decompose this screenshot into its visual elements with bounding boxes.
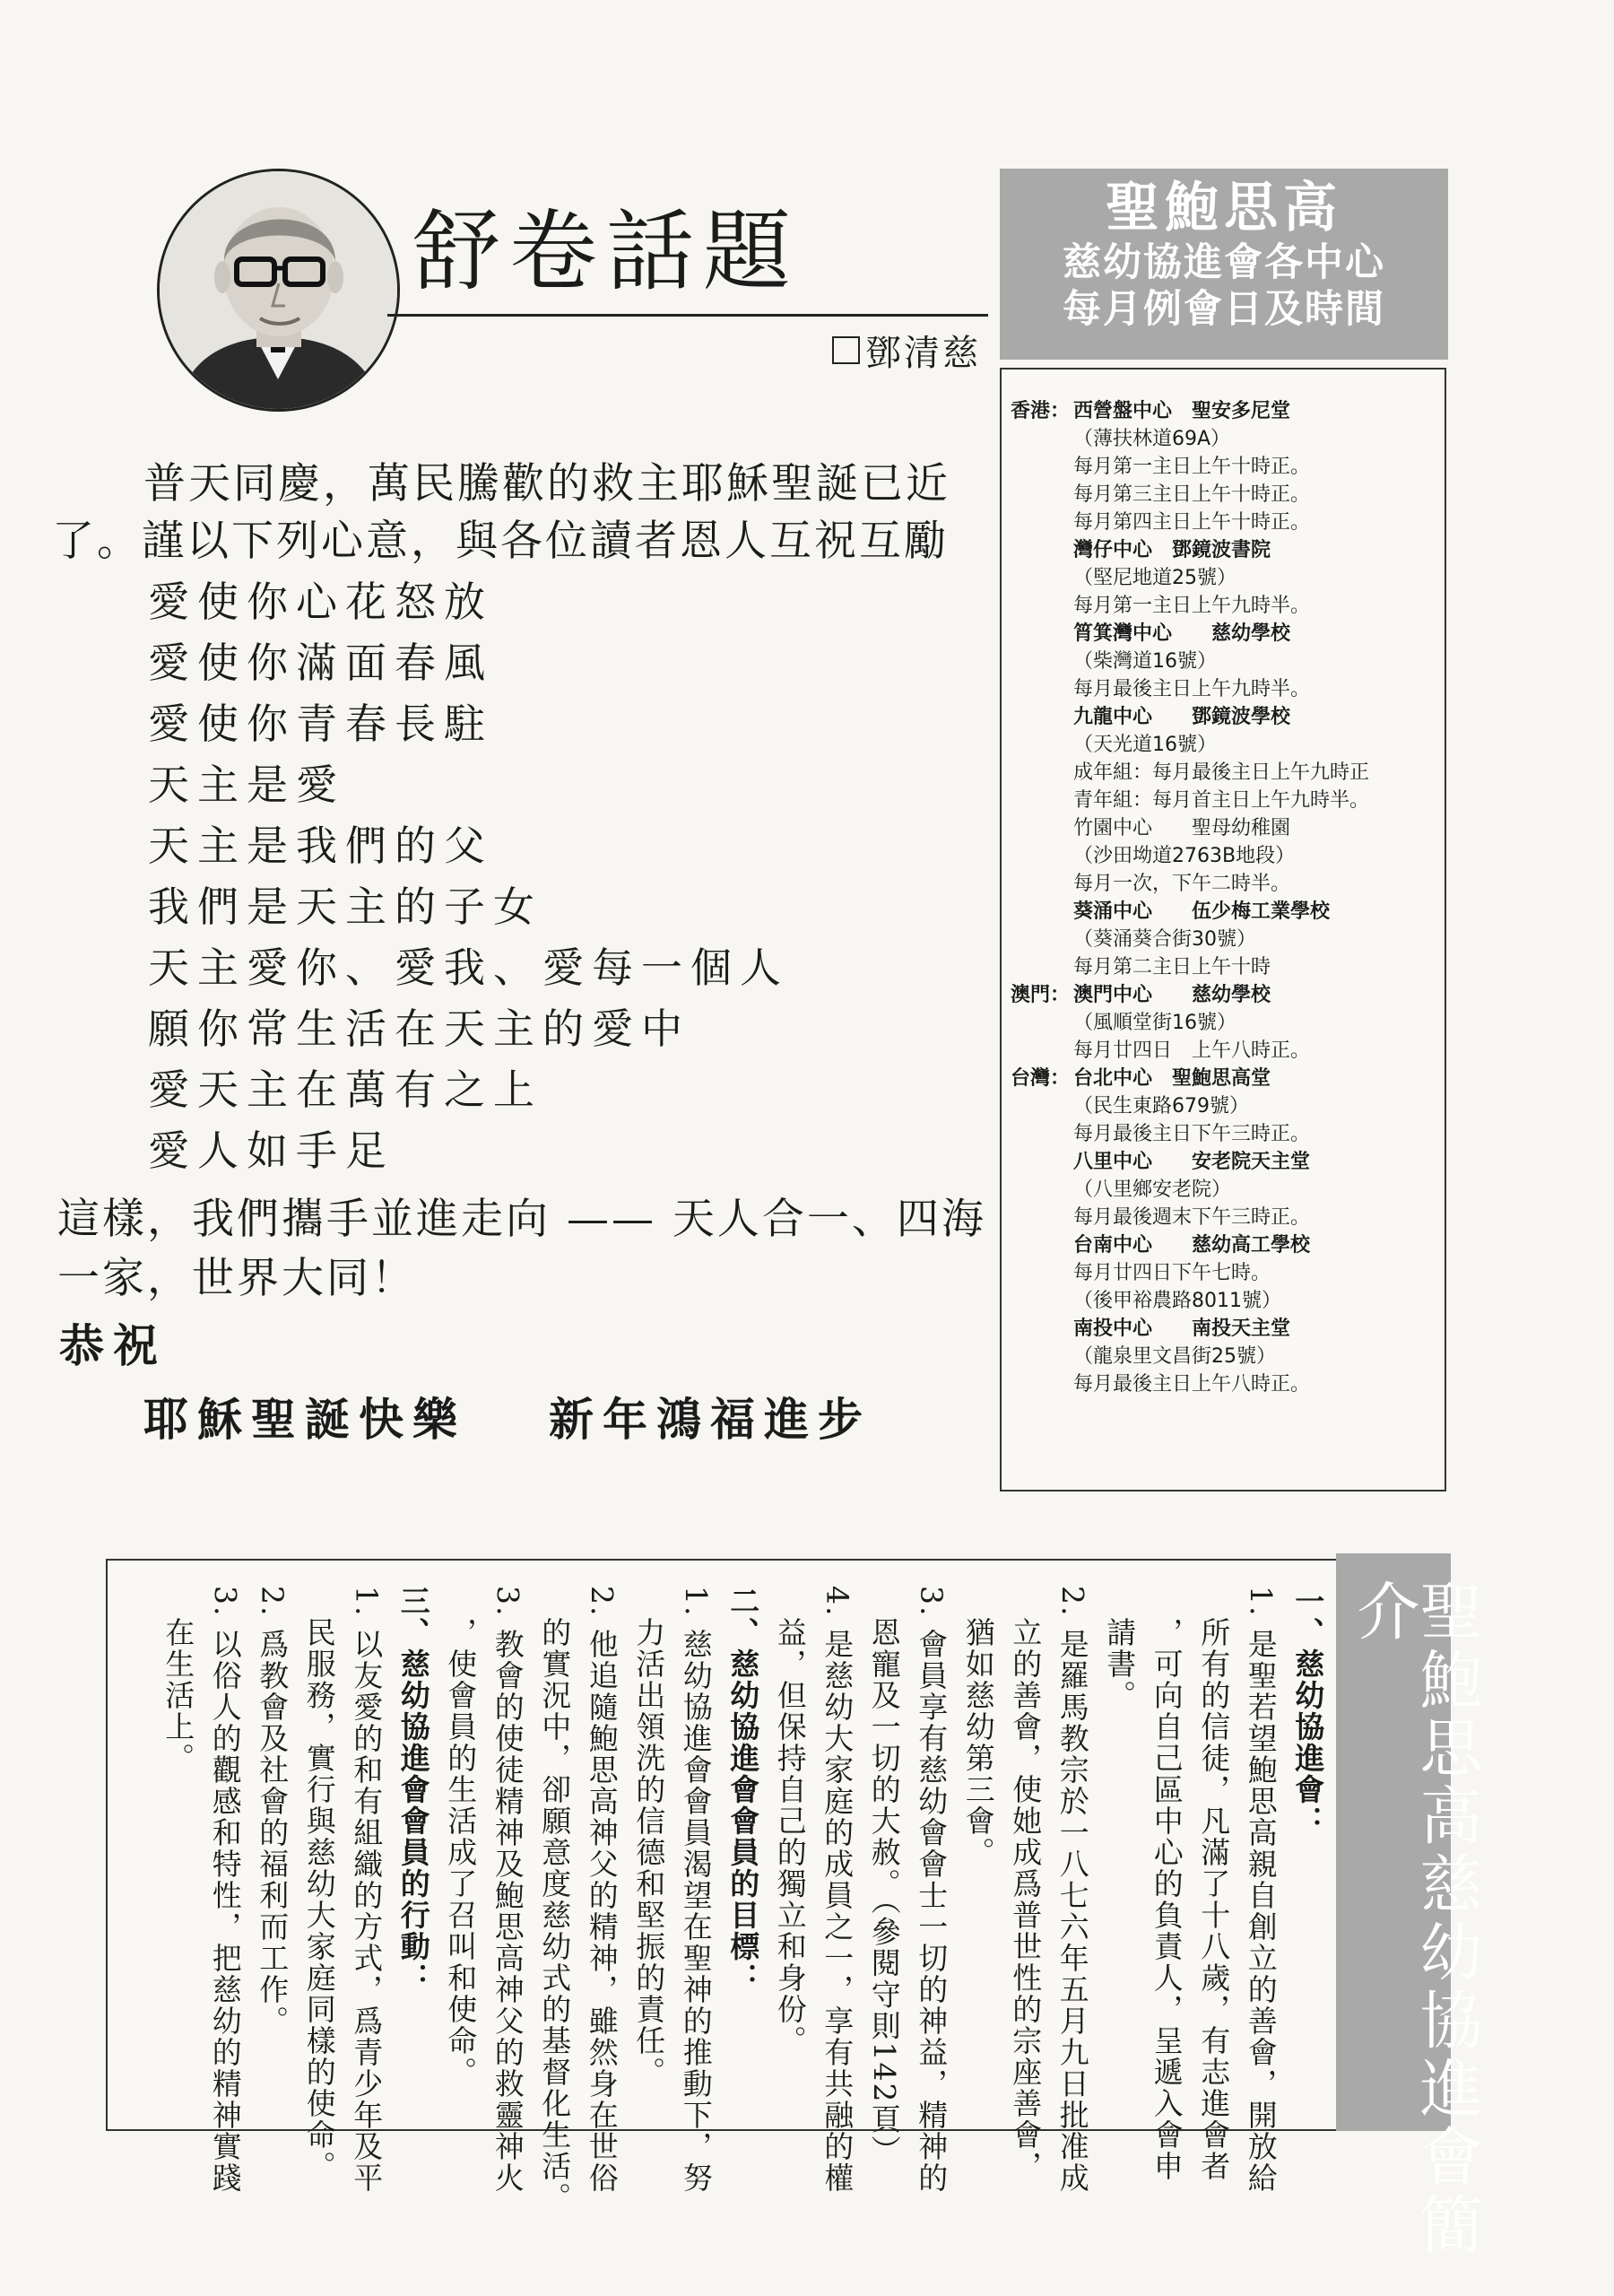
schedule-center: 台北中心 聖鮑思高堂 bbox=[1073, 1067, 1271, 1090]
schedule-detail: 每月一次，下午二時半。 bbox=[1073, 873, 1291, 895]
schedule-region: 澳門： bbox=[1010, 984, 1070, 1006]
schedule-region: 台灣： bbox=[1010, 1067, 1070, 1090]
intro-text-column: 1. 以友愛的和有組織的方式，爲青少年及平 bbox=[349, 1586, 385, 2194]
schedule-center: 灣仔中心 鄧鏡波書院 bbox=[1073, 539, 1271, 561]
schedule-detail: （民生東路679號） bbox=[1073, 1095, 1249, 1118]
schedule-detail: 每月第一主日上午九時半。 bbox=[1073, 595, 1311, 617]
schedule-center: 九龍中心 鄧鏡波學校 bbox=[1073, 706, 1291, 728]
article-outro-line-2: 一家，世界大同！ bbox=[57, 1254, 416, 1303]
schedule-detail: 成年組：每月最後主日上午九時正 bbox=[1073, 761, 1370, 784]
article-intro-line-2: 了。謹以下列心意，與各位讀者恩人互祝互勵 bbox=[52, 517, 949, 566]
intro-text-column: ，使會員的生活成了召叫和使命。 bbox=[443, 1586, 479, 2088]
poem-line: 愛使你青春長駐 bbox=[148, 700, 493, 748]
schedule-center: 西營盤中心 聖安多尼堂 bbox=[1073, 400, 1291, 422]
intro-text-column: 請書。 bbox=[1102, 1586, 1138, 1711]
intro-text-column: 1. 是聖若望鮑思高親自創立的善會，開放給 bbox=[1243, 1586, 1279, 2194]
schedule-detail: （天光道16號） bbox=[1073, 734, 1217, 756]
schedule-detail: （柴灣道16號） bbox=[1073, 650, 1217, 673]
schedule-detail: 每月最後主日上午八時正。 bbox=[1073, 1373, 1311, 1396]
schedule-header-subtitle: 慈幼協進會各中心 bbox=[1063, 240, 1385, 285]
poem-line: 愛使你心花怒放 bbox=[148, 578, 493, 626]
intro-text-column: 2. 爲教會及社會的福利而工作。 bbox=[255, 1586, 291, 2037]
greeting-label: 恭祝 bbox=[59, 1319, 167, 1372]
greeting-new-year: 新年鴻福進步 bbox=[549, 1393, 872, 1446]
article-intro-line-1: 普天同慶，萬民騰歡的救主耶穌聖誕已近 bbox=[143, 459, 950, 509]
author-byline bbox=[832, 325, 981, 376]
intro-text-column: 益，但保持自己的獨立和身份。 bbox=[772, 1586, 808, 2057]
poem-line: 天主是愛 bbox=[148, 761, 345, 809]
poem-line: 我們是天主的子女 bbox=[148, 883, 542, 931]
article-outro-line-1: 這樣，我們攜手並進走向 —— 天人合一、四海 bbox=[57, 1195, 986, 1244]
intro-text-column: 4. 是慈幼大家庭的成員之一，享有共融的權 bbox=[820, 1586, 855, 2194]
schedule-header-subtitle: 每月例會日及時間 bbox=[1063, 287, 1385, 333]
schedule-detail: 每月廿四日下午七時。 bbox=[1073, 1262, 1271, 1284]
poem-line: 愛人如手足 bbox=[148, 1126, 395, 1175]
schedule-header-title: 聖鮑思高 bbox=[1106, 177, 1342, 239]
intro-text-column: 民服務，實行與慈幼大家庭同樣的使命。 bbox=[301, 1586, 337, 2182]
intro-text-column: 立的善會，使她成爲普世性的宗座善會， bbox=[1008, 1586, 1044, 2182]
column-title: 舒卷話題 bbox=[412, 201, 801, 303]
poem-line: 愛天主在萬有之上 bbox=[148, 1065, 542, 1114]
schedule-detail: 每月第三主日上午十時正。 bbox=[1073, 483, 1311, 506]
intro-section-heading: 一、慈幼協進會： bbox=[1290, 1586, 1326, 1837]
intro-text-column: 所有的信徒，凡滿了十八歲，有志進會者 bbox=[1196, 1586, 1232, 2182]
poem-line: 願你常生活在天主的愛中 bbox=[148, 1004, 690, 1053]
intro-text-column: 2. 是羅馬教宗於一八七六年五月九日批准成 bbox=[1054, 1586, 1090, 2194]
intro-text-column: 恩寵及一切的大赦。（參閱守則142頁） bbox=[866, 1586, 902, 2167]
schedule-detail: （後甲裕農路8011號） bbox=[1073, 1290, 1281, 1312]
title-rule bbox=[387, 314, 988, 317]
schedule-detail: （薄扶林道69A） bbox=[1073, 428, 1231, 450]
portrait-image bbox=[160, 171, 397, 409]
author-name: 鄧清慈 bbox=[865, 333, 981, 374]
schedule-center: 南投中心 南投天主堂 bbox=[1073, 1318, 1291, 1340]
intro-section-heading: 三、慈幼協進會會員的行動： bbox=[395, 1586, 431, 1994]
schedule-detail: 每月最後主日上午九時半。 bbox=[1073, 678, 1311, 700]
schedule-detail: 竹園中心 聖母幼稚園 bbox=[1073, 817, 1291, 839]
schedule-center: 澳門中心 慈幼學校 bbox=[1073, 984, 1271, 1006]
intro-section-heading: 二、慈幼協進會會員的目標： bbox=[725, 1586, 761, 1994]
schedule-center: 台南中心 慈幼高工學校 bbox=[1073, 1234, 1311, 1257]
intro-title: 聖鮑思高慈幼協進會簡介 bbox=[1347, 1578, 1483, 2260]
intro-text-column: 2. 他追隨鮑思高神父的精神，雖然身在世俗 bbox=[584, 1586, 620, 2194]
poem-line: 天主是我們的父 bbox=[148, 822, 493, 870]
author-portrait bbox=[157, 169, 400, 412]
intro-text-column: 3. 以俗人的觀感和特性，把慈幼的精神實踐 bbox=[207, 1586, 243, 2194]
greeting-christmas: 耶穌聖誕快樂 bbox=[143, 1393, 466, 1446]
schedule-detail: 每月第二主日上午十時 bbox=[1073, 956, 1271, 978]
schedule-detail: 每月廿四日 上午八時正。 bbox=[1073, 1039, 1311, 1062]
intro-text-column: ，可向自己區中心的負責人，呈遞入會申 bbox=[1149, 1586, 1184, 2182]
schedule-region: 香港： bbox=[1010, 400, 1070, 422]
schedule-detail: （八里鄉安老院） bbox=[1073, 1178, 1232, 1201]
schedule-detail: 每月最後週末下午三時正。 bbox=[1073, 1206, 1311, 1229]
intro-text-column: 在生活上。 bbox=[161, 1586, 196, 1774]
intro-text-column: 力活出領洗的信德和堅振的責任。 bbox=[631, 1586, 667, 2088]
schedule-detail: 青年組：每月首主日上午九時半。 bbox=[1073, 789, 1370, 812]
poem-line: 天主愛你、愛我、愛每一個人 bbox=[148, 944, 789, 992]
schedule-detail: （堅尼地道25號） bbox=[1073, 567, 1237, 589]
schedule-detail: （葵涌葵合街30號） bbox=[1073, 928, 1256, 951]
schedule-list bbox=[1000, 368, 1446, 1492]
schedule-detail: （龍泉里文昌街25號） bbox=[1073, 1345, 1276, 1368]
schedule-detail: 每月最後主日下午三時正。 bbox=[1073, 1123, 1311, 1145]
intro-text-column: 猶如慈幼第三會。 bbox=[960, 1586, 996, 1868]
schedule-center: 筲箕灣中心 慈幼學校 bbox=[1073, 622, 1291, 645]
schedule-center: 八里中心 安老院天主堂 bbox=[1073, 1151, 1311, 1173]
poem-line: 愛使你滿面春風 bbox=[148, 639, 493, 687]
byline-box-icon bbox=[832, 336, 860, 364]
intro-text-column: 1. 慈幼協進會會員渴望在聖神的推動下，努 bbox=[678, 1586, 714, 2194]
schedule-header bbox=[1000, 169, 1448, 360]
schedule-detail: 每月第四主日上午十時正。 bbox=[1073, 511, 1311, 534]
schedule-detail: 每月第一主日上午十時正。 bbox=[1073, 456, 1311, 478]
intro-text-column: 的實況中，卻願意度慈幼式的基督化生活。 bbox=[537, 1586, 573, 2213]
intro-text-column: 3. 會員享有慈幼會會士一切的神益，精神的 bbox=[914, 1586, 950, 2194]
schedule-detail: （沙田坳道2763B地段） bbox=[1073, 845, 1296, 867]
schedule-center: 葵涌中心 伍少梅工業學校 bbox=[1073, 900, 1331, 923]
schedule-detail: （風順堂街16號） bbox=[1073, 1012, 1237, 1034]
intro-text-column: 3. 教會的使徒精神及鮑思高神父的救靈神火 bbox=[490, 1586, 525, 2194]
